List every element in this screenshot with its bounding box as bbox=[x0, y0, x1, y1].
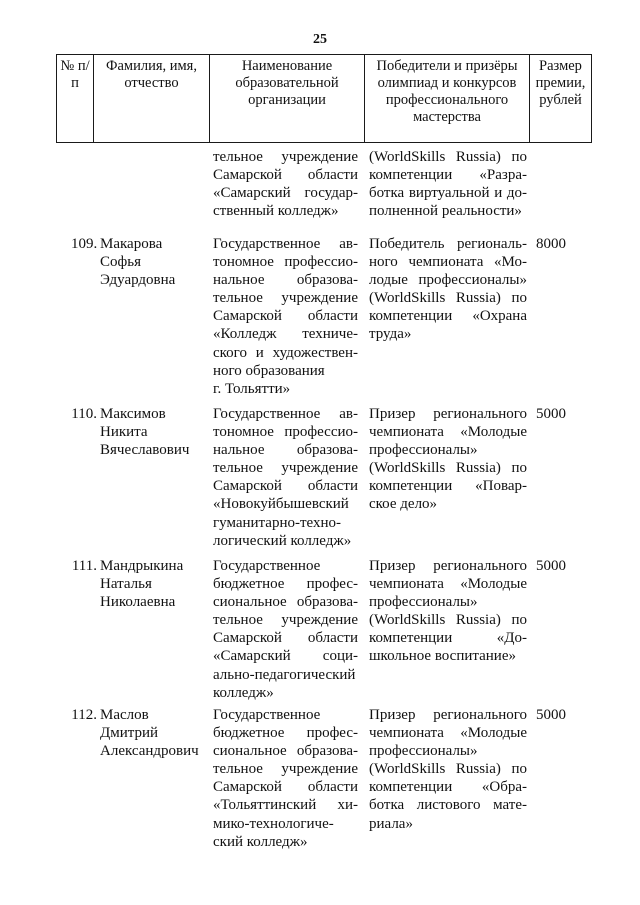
text-line: тельное учреждение bbox=[213, 761, 358, 778]
achievement bbox=[369, 706, 527, 833]
header-number: № п/п bbox=[57, 55, 94, 143]
person-name bbox=[100, 235, 212, 289]
text-line: колледж» bbox=[213, 684, 274, 701]
text-line: бюджетное профес- bbox=[213, 576, 358, 593]
row-number: 112. bbox=[71, 707, 97, 723]
header-achievement: Победители и призёры олимпиад и конкурсов профессионального мастерства bbox=[365, 55, 530, 143]
text-line: «Тольяттинский хи- bbox=[213, 797, 358, 814]
page-number: 25 bbox=[313, 32, 327, 47]
text-line: риала» bbox=[369, 815, 413, 832]
text-line: тономное профессио- bbox=[213, 424, 358, 441]
text-line: нальное образова- bbox=[213, 442, 358, 459]
text-line: бюджетное профес- bbox=[213, 725, 358, 742]
name-line: Мандрыкина bbox=[100, 558, 184, 574]
table-row bbox=[0, 557, 640, 707]
header-prize-amount: Размер премии, рублей bbox=[530, 55, 592, 143]
text-line: Призер регионального bbox=[369, 406, 527, 422]
header-full-name: Фамилия, имя, отчество bbox=[94, 55, 210, 143]
continuation-row bbox=[0, 148, 640, 228]
text-line: «Новокуйбышевский bbox=[213, 496, 349, 513]
name-line: Александрович bbox=[100, 743, 199, 760]
name-line: Маслов bbox=[100, 707, 149, 723]
text-line: тельное учреждение bbox=[213, 460, 358, 477]
person-name bbox=[100, 405, 212, 459]
text-line: «Самарский соци- bbox=[213, 648, 358, 665]
text-line: «Колледж техниче- bbox=[213, 326, 358, 343]
text-line: ботка виртуальной и до- bbox=[369, 185, 527, 202]
prize-amount: 5000 bbox=[536, 707, 566, 723]
name-line: Наталья bbox=[100, 576, 152, 593]
text-line: (WorldSkills Russia) по bbox=[369, 761, 527, 778]
name-line: Максимов bbox=[100, 406, 166, 422]
name-line: Дмитрий bbox=[100, 725, 159, 742]
text-line: (WorldSkills Russia) по bbox=[369, 290, 527, 307]
text-line: ально-педагогический bbox=[213, 666, 356, 683]
text-line: Самарской области bbox=[213, 478, 358, 495]
name-line: Софья bbox=[100, 254, 141, 271]
name-line: Вячеславович bbox=[100, 442, 190, 459]
text-line: Победитель региональ- bbox=[369, 236, 527, 252]
text-line: чемпионата «Молодые bbox=[369, 725, 527, 742]
organization bbox=[213, 557, 358, 702]
row-number: 110. bbox=[71, 406, 97, 422]
text-line: сиональное образова- bbox=[213, 594, 358, 611]
row-number: 111. bbox=[71, 558, 97, 574]
text-line: труда» bbox=[369, 326, 412, 343]
text-line: Самарской области bbox=[213, 630, 358, 647]
text-line: «Самарский государ- bbox=[213, 185, 358, 202]
text-line: ственный колледж» bbox=[213, 203, 339, 220]
table-header bbox=[56, 54, 592, 143]
text-line: ботка листового мате- bbox=[369, 797, 527, 814]
text-line: Призер регионального bbox=[369, 707, 527, 723]
text-line: Государственное bbox=[213, 558, 321, 574]
text-line: ское дело» bbox=[369, 496, 438, 513]
text-line: (WorldSkills Russia) по bbox=[369, 612, 527, 629]
name-line: Никита bbox=[100, 424, 148, 441]
text-line: Призер регионального bbox=[369, 558, 527, 574]
text-line: Самарской области bbox=[213, 308, 358, 325]
text-line: сиональное образова- bbox=[213, 743, 358, 760]
text-line: компетенции «До- bbox=[369, 630, 527, 647]
continuation-achievement bbox=[369, 148, 527, 220]
text-line: полненной реальности» bbox=[369, 203, 522, 220]
name-line: Николаевна bbox=[100, 594, 176, 611]
name-line: Макарова bbox=[100, 236, 163, 252]
text-line: тономное профессио- bbox=[213, 254, 358, 271]
text-line: компетенции «Охрана bbox=[369, 308, 527, 325]
prize-amount: 8000 bbox=[536, 236, 566, 252]
text-line: (WorldSkills Russia) по bbox=[369, 149, 527, 165]
text-line: тельное учреждение bbox=[213, 612, 358, 629]
text-line: Самарской области bbox=[213, 167, 358, 184]
text-line: ного чемпионата «Мо- bbox=[369, 254, 527, 271]
organization bbox=[213, 405, 358, 550]
name-line: Эдуардовна bbox=[100, 272, 176, 289]
organization bbox=[213, 706, 358, 851]
achievement bbox=[369, 235, 527, 344]
text-line: чемпионата «Молодые bbox=[369, 576, 527, 593]
text-line: ного образования bbox=[213, 362, 325, 379]
text-line: лодые профессионалы» bbox=[369, 272, 527, 289]
achievement bbox=[369, 557, 527, 666]
text-line: нальное образова- bbox=[213, 272, 358, 289]
row-number: 109. bbox=[71, 236, 98, 252]
text-line: профессионалы» bbox=[369, 743, 478, 760]
text-line: Государственное bbox=[213, 707, 321, 723]
text-line: ского и художествен- bbox=[213, 344, 358, 361]
text-line: г. Тольятти» bbox=[213, 380, 291, 397]
text-line: (WorldSkills Russia) по bbox=[369, 460, 527, 477]
text-line: Самарской области bbox=[213, 779, 358, 796]
achievement bbox=[369, 405, 527, 514]
person-name bbox=[100, 706, 212, 760]
text-line: логический колледж» bbox=[213, 532, 352, 549]
prize-amount: 5000 bbox=[536, 406, 566, 422]
text-line: гуманитарно-техно- bbox=[213, 514, 342, 531]
text-line: профессионалы» bbox=[369, 442, 478, 459]
table-row bbox=[0, 706, 640, 856]
continuation-organization bbox=[213, 148, 358, 220]
text-line: компетенции «Повар- bbox=[369, 478, 527, 495]
text-line: Государственное ав- bbox=[213, 236, 358, 252]
organization bbox=[213, 235, 358, 398]
header-organization: Наименование образовательной организации bbox=[210, 55, 365, 143]
text-line: школьное воспитание» bbox=[369, 648, 516, 665]
text-line: чемпионата «Молодые bbox=[369, 424, 527, 441]
text-line: компетенции «Обра- bbox=[369, 779, 527, 796]
text-line: компетенции «Разра- bbox=[369, 167, 527, 184]
prize-amount: 5000 bbox=[536, 558, 566, 574]
table-row bbox=[0, 235, 640, 400]
text-line: ский колледж» bbox=[213, 833, 308, 850]
table-row bbox=[0, 405, 640, 555]
person-name bbox=[100, 557, 212, 611]
text-line: тельное учреждение bbox=[213, 149, 358, 165]
text-line: тельное учреждение bbox=[213, 290, 358, 307]
text-line: Государственное ав- bbox=[213, 406, 358, 422]
text-line: мико-технологиче- bbox=[213, 815, 334, 832]
text-line: профессионалы» bbox=[369, 594, 478, 611]
